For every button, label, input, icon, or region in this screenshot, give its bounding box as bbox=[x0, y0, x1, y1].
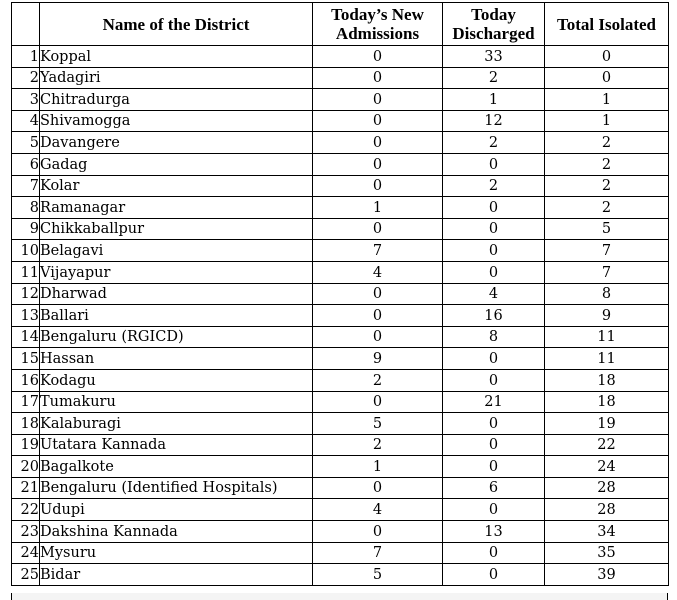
table-row bbox=[12, 110, 669, 132]
serial-number-cell: 9 bbox=[12, 218, 40, 240]
table-row bbox=[12, 132, 669, 154]
discharged-cell: 0 bbox=[443, 261, 545, 283]
table-row bbox=[12, 153, 669, 175]
serial-number-cell: 18 bbox=[12, 413, 40, 435]
table-header bbox=[12, 3, 669, 46]
district-name-cell: Kalaburagi bbox=[40, 413, 313, 435]
serial-number-cell: 21 bbox=[12, 477, 40, 499]
discharged-cell: 0 bbox=[443, 542, 545, 564]
total-isolated-cell: 22 bbox=[545, 434, 669, 456]
table-row bbox=[12, 391, 669, 413]
table-row bbox=[12, 46, 669, 68]
table-row bbox=[12, 413, 669, 435]
table-row bbox=[12, 67, 669, 89]
serial-number-cell: 1 bbox=[12, 46, 40, 68]
table-row bbox=[12, 521, 669, 543]
total-isolated-cell: 7 bbox=[545, 261, 669, 283]
total-isolated-cell: 2 bbox=[545, 197, 669, 219]
new-admissions-cell: 5 bbox=[313, 413, 443, 435]
district-column-header: Name of the District bbox=[40, 3, 313, 46]
total-isolated-cell: 28 bbox=[545, 477, 669, 499]
serial-number-cell: 3 bbox=[12, 89, 40, 111]
total-isolated-cell: 2 bbox=[545, 153, 669, 175]
district-isolation-table bbox=[11, 2, 669, 586]
table-row bbox=[12, 369, 669, 391]
table-row bbox=[12, 499, 669, 521]
table-row bbox=[12, 240, 669, 262]
total-isolated-cell: 1 bbox=[545, 110, 669, 132]
new-admissions-cell: 2 bbox=[313, 434, 443, 456]
new-admissions-cell: 2 bbox=[313, 369, 443, 391]
district-name-cell: Dharwad bbox=[40, 283, 313, 305]
total-isolated-cell: 0 bbox=[545, 46, 669, 68]
discharged-cell: 0 bbox=[443, 369, 545, 391]
district-name-cell: Ballari bbox=[40, 305, 313, 327]
serial-number-cell: 5 bbox=[12, 132, 40, 154]
table-row bbox=[12, 89, 669, 111]
discharged-cell: 0 bbox=[443, 499, 545, 521]
serial-number-cell: 6 bbox=[12, 153, 40, 175]
new-admissions-cell: 5 bbox=[313, 564, 443, 586]
new-admissions-cell: 0 bbox=[313, 521, 443, 543]
serial-number-cell: 20 bbox=[12, 456, 40, 478]
serial-number-cell: 22 bbox=[12, 499, 40, 521]
total-isolated-cell: 9 bbox=[545, 305, 669, 327]
district-name-cell: Utatara Kannada bbox=[40, 434, 313, 456]
table-body bbox=[12, 46, 669, 586]
serial-number-cell: 16 bbox=[12, 369, 40, 391]
serial-number-cell: 7 bbox=[12, 175, 40, 197]
discharged-cell: 12 bbox=[443, 110, 545, 132]
total-isolated-cell: 2 bbox=[545, 132, 669, 154]
new-admissions-cell: 0 bbox=[313, 153, 443, 175]
new-admissions-cell: 0 bbox=[313, 132, 443, 154]
district-name-cell: Chikkaballpur bbox=[40, 218, 313, 240]
district-name-cell: Davangere bbox=[40, 132, 313, 154]
new-admissions-cell: 7 bbox=[313, 542, 443, 564]
total-isolated-cell: 28 bbox=[545, 499, 669, 521]
serial-column-header bbox=[12, 3, 40, 46]
table-row bbox=[12, 218, 669, 240]
new-admissions-cell: 0 bbox=[313, 67, 443, 89]
district-name-cell: Kolar bbox=[40, 175, 313, 197]
total-isolated-cell: 8 bbox=[545, 283, 669, 305]
table-row bbox=[12, 456, 669, 478]
serial-number-cell: 4 bbox=[12, 110, 40, 132]
discharged-cell: 2 bbox=[443, 67, 545, 89]
serial-number-cell: 15 bbox=[12, 348, 40, 370]
discharged-cell: 0 bbox=[443, 413, 545, 435]
table-row bbox=[12, 477, 669, 499]
table-row bbox=[12, 326, 669, 348]
new-admissions-cell: 9 bbox=[313, 348, 443, 370]
table-continuation-strip bbox=[11, 593, 668, 600]
serial-number-cell: 24 bbox=[12, 542, 40, 564]
new-admissions-cell: 4 bbox=[313, 261, 443, 283]
total-isolated-cell: 11 bbox=[545, 326, 669, 348]
table-row bbox=[12, 348, 669, 370]
new-admissions-cell: 0 bbox=[313, 110, 443, 132]
table-row bbox=[12, 542, 669, 564]
serial-number-cell: 11 bbox=[12, 261, 40, 283]
new-admissions-cell: 0 bbox=[313, 326, 443, 348]
discharged-cell: 2 bbox=[443, 175, 545, 197]
district-name-cell: Gadag bbox=[40, 153, 313, 175]
district-name-cell: Mysuru bbox=[40, 542, 313, 564]
discharged-cell: 6 bbox=[443, 477, 545, 499]
discharged-cell: 8 bbox=[443, 326, 545, 348]
table-row bbox=[12, 175, 669, 197]
total-isolated-cell: 35 bbox=[545, 542, 669, 564]
district-name-cell: Tumakuru bbox=[40, 391, 313, 413]
new-admissions-cell: 0 bbox=[313, 305, 443, 327]
new-admissions-cell: 1 bbox=[313, 456, 443, 478]
total-isolated-column-header: Total Isolated bbox=[545, 3, 669, 46]
district-name-cell: Ramanagar bbox=[40, 197, 313, 219]
table-row bbox=[12, 434, 669, 456]
discharged-cell: 16 bbox=[443, 305, 545, 327]
total-isolated-cell: 19 bbox=[545, 413, 669, 435]
serial-number-cell: 19 bbox=[12, 434, 40, 456]
serial-number-cell: 25 bbox=[12, 564, 40, 586]
district-name-cell: Koppal bbox=[40, 46, 313, 68]
discharged-column-header: Today Discharged bbox=[443, 3, 545, 46]
discharged-cell: 0 bbox=[443, 197, 545, 219]
district-name-cell: Chitradurga bbox=[40, 89, 313, 111]
district-name-cell: Belagavi bbox=[40, 240, 313, 262]
district-name-cell: Bagalkote bbox=[40, 456, 313, 478]
table-row bbox=[12, 283, 669, 305]
discharged-cell: 2 bbox=[443, 132, 545, 154]
new-admissions-cell: 7 bbox=[313, 240, 443, 262]
serial-number-cell: 2 bbox=[12, 67, 40, 89]
district-name-cell: Bidar bbox=[40, 564, 313, 586]
district-name-cell: Dakshina Kannada bbox=[40, 521, 313, 543]
total-isolated-cell: 7 bbox=[545, 240, 669, 262]
new-admissions-cell: 0 bbox=[313, 283, 443, 305]
total-isolated-cell: 1 bbox=[545, 89, 669, 111]
discharged-cell: 0 bbox=[443, 434, 545, 456]
table-row bbox=[12, 564, 669, 586]
serial-number-cell: 17 bbox=[12, 391, 40, 413]
total-isolated-cell: 18 bbox=[545, 369, 669, 391]
serial-number-cell: 13 bbox=[12, 305, 40, 327]
discharged-cell: 1 bbox=[443, 89, 545, 111]
discharged-cell: 0 bbox=[443, 456, 545, 478]
serial-number-cell: 12 bbox=[12, 283, 40, 305]
new-admissions-cell: 0 bbox=[313, 46, 443, 68]
district-name-cell: Yadagiri bbox=[40, 67, 313, 89]
total-isolated-cell: 5 bbox=[545, 218, 669, 240]
serial-number-cell: 23 bbox=[12, 521, 40, 543]
discharged-cell: 0 bbox=[443, 153, 545, 175]
district-name-cell: Vijayapur bbox=[40, 261, 313, 283]
table-row bbox=[12, 261, 669, 283]
serial-number-cell: 8 bbox=[12, 197, 40, 219]
total-isolated-cell: 18 bbox=[545, 391, 669, 413]
district-name-cell: Hassan bbox=[40, 348, 313, 370]
table-row bbox=[12, 197, 669, 219]
discharged-cell: 4 bbox=[443, 283, 545, 305]
discharged-cell: 0 bbox=[443, 218, 545, 240]
total-isolated-cell: 24 bbox=[545, 456, 669, 478]
new-admissions-cell: 0 bbox=[313, 477, 443, 499]
discharged-cell: 13 bbox=[443, 521, 545, 543]
new-admissions-cell: 0 bbox=[313, 89, 443, 111]
district-name-cell: Kodagu bbox=[40, 369, 313, 391]
district-name-cell: Bengaluru (RGICD) bbox=[40, 326, 313, 348]
discharged-cell: 21 bbox=[443, 391, 545, 413]
total-isolated-cell: 0 bbox=[545, 67, 669, 89]
serial-number-cell: 10 bbox=[12, 240, 40, 262]
discharged-cell: 0 bbox=[443, 348, 545, 370]
discharged-cell: 0 bbox=[443, 240, 545, 262]
total-isolated-cell: 2 bbox=[545, 175, 669, 197]
new-admissions-cell: 1 bbox=[313, 197, 443, 219]
total-isolated-cell: 11 bbox=[545, 348, 669, 370]
district-name-cell: Udupi bbox=[40, 499, 313, 521]
total-isolated-cell: 39 bbox=[545, 564, 669, 586]
new-admissions-cell: 4 bbox=[313, 499, 443, 521]
discharged-cell: 33 bbox=[443, 46, 545, 68]
total-isolated-cell: 34 bbox=[545, 521, 669, 543]
district-name-cell: Shivamogga bbox=[40, 110, 313, 132]
new-admissions-cell: 0 bbox=[313, 391, 443, 413]
discharged-cell: 0 bbox=[443, 564, 545, 586]
district-name-cell: Bengaluru (Identified Hospitals) bbox=[40, 477, 313, 499]
new-admissions-cell: 0 bbox=[313, 218, 443, 240]
header-row bbox=[12, 3, 669, 46]
serial-number-cell: 14 bbox=[12, 326, 40, 348]
new-admissions-cell: 0 bbox=[313, 175, 443, 197]
table-row bbox=[12, 305, 669, 327]
new-admissions-column-header: Today’s New Admissions bbox=[313, 3, 443, 46]
